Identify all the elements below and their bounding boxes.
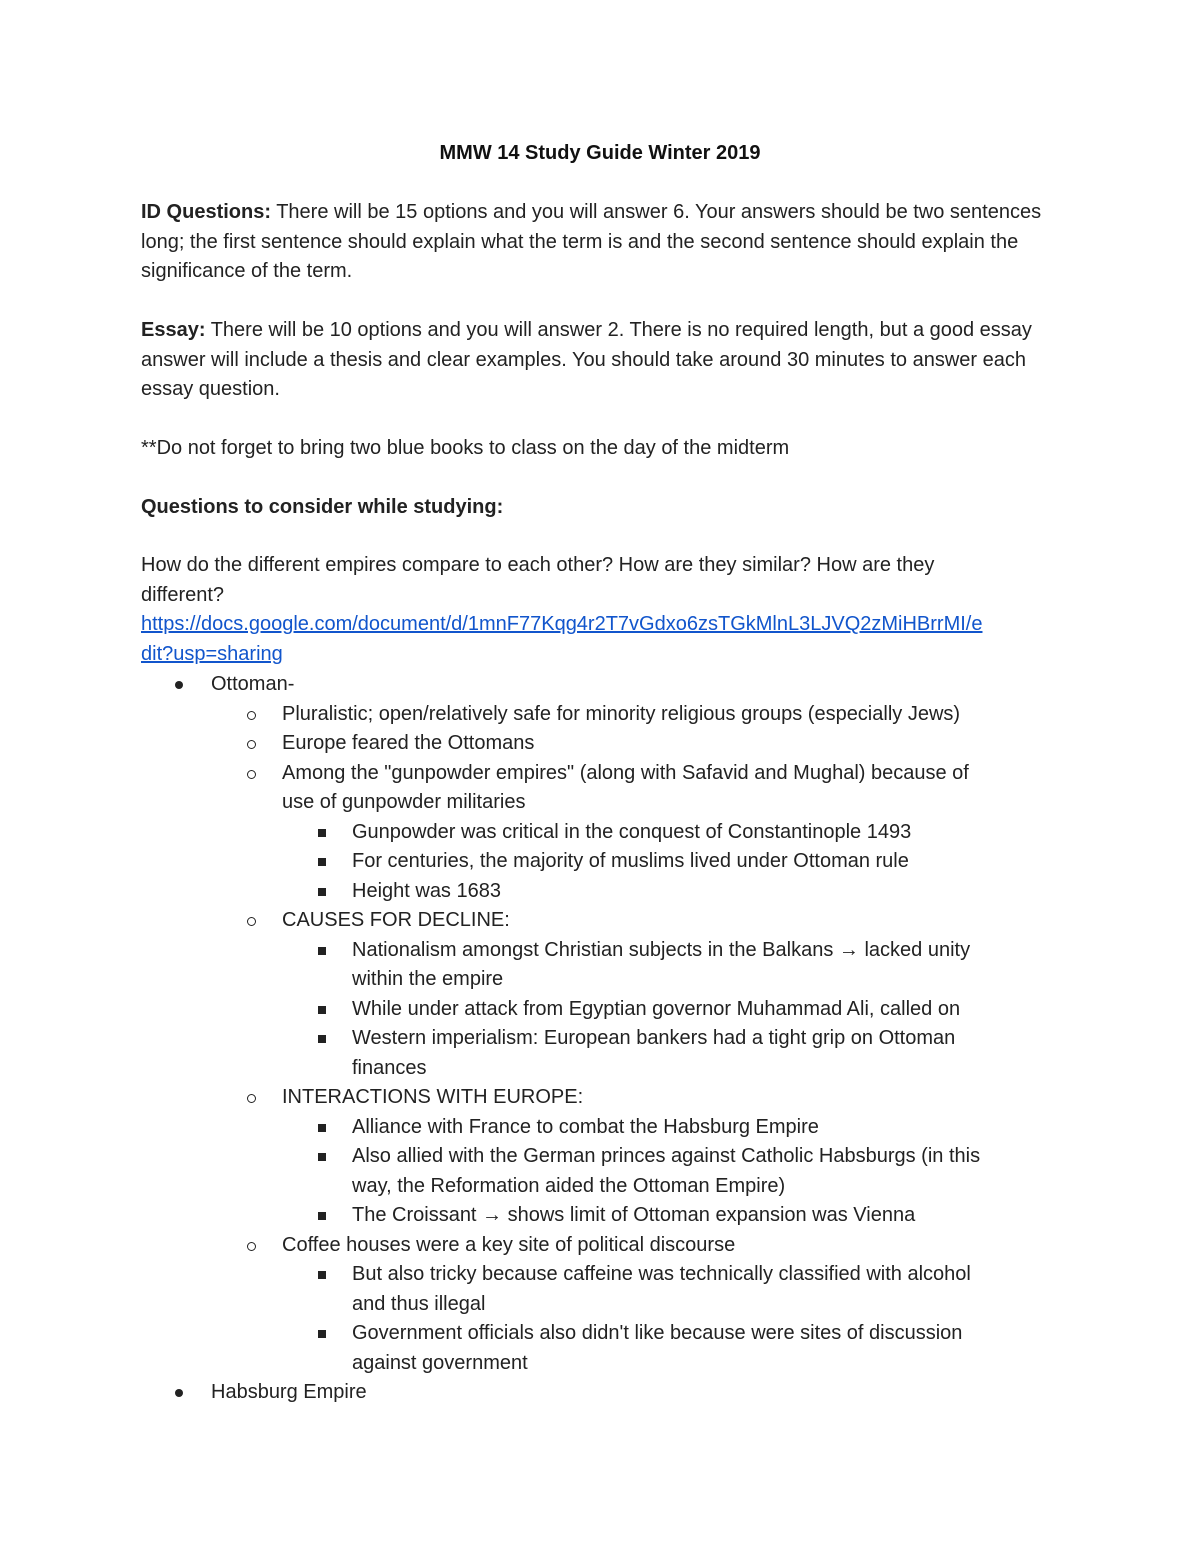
id-questions-paragraph: [141, 198, 1061, 287]
square-bullet-icon: [318, 858, 326, 866]
square-bullet-icon: [318, 829, 326, 837]
outline-item-text: against government: [352, 1351, 528, 1374]
outline-item-text: INTERACTIONS WITH EUROPE:: [282, 1086, 584, 1108]
outline-item-text: Government officials also didn't like because were sites of discussion: [352, 1322, 963, 1344]
outline-item-text: Gunpowder was critical in the conquest of Constantinople 1493: [352, 820, 912, 843]
shared-doc-link-line-1[interactable]: https://docs.google.com/document/d/1mnF77Kqg4r2T7vGdxo6zsTGkMlnL3LJVQ2zMiHBrrMI/e: [141, 613, 983, 635]
questions-intro: How do the different empires compare to each other? How are they similar? How are they different?: [141, 554, 935, 606]
essay-paragraph: [141, 316, 1061, 405]
square-bullet-icon: [318, 1153, 326, 1161]
outline-item-text: within the empire: [352, 968, 504, 990]
square-bullet-icon: [318, 1124, 326, 1132]
outline-item-text: The Croissant → shows limit of Ottoman expansion was Vienna: [352, 1204, 916, 1226]
outline-item-text: way, the Reformation aided the Ottoman Empire): [352, 1174, 786, 1197]
outline-item-text: Pluralistic; open/relatively safe for minority religious groups (especially Jews): [282, 702, 961, 725]
outline-item-text: Habsburg Empire: [211, 1381, 367, 1403]
outline-item-text: and thus illegal: [352, 1292, 486, 1315]
outline-item-text: Coffee houses were a key site of political discourse: [282, 1233, 736, 1256]
circle-bullet-icon: [247, 770, 256, 779]
shared-doc-link[interactable]: [141, 610, 1081, 669]
outline-item-text: While under attack from Egyptian governor Muhammad Ali, called on: [352, 997, 961, 1020]
outline-item-text: But also tricky because caffeine was technically classified with alcohol: [352, 1263, 971, 1285]
circle-bullet-icon: [247, 917, 256, 926]
outline-item-text: Nationalism amongst Christian subjects in the Balkans → lacked unity: [352, 938, 971, 961]
outline-item-text: Europe feared the Ottomans: [282, 732, 535, 754]
square-bullet-icon: [318, 1035, 326, 1043]
id-questions-text: There will be 15 options and you will answer 6. Your answers should be two sentences long; the first sentence should explain what the term is and the second sentence should explain the significance of the term.: [141, 201, 1042, 282]
outline-item-text: finances: [352, 1056, 427, 1079]
outline-item-text: Ottoman-: [211, 673, 295, 695]
disc-bullet-icon: [175, 681, 183, 689]
outline-item-text: For centuries, the majority of muslims lived under Ottoman rule: [352, 850, 909, 872]
outline-item-text: Height was 1683: [352, 879, 501, 902]
reminder-note: **Do not forget to bring two blue books to class on the day of the midterm: [141, 437, 790, 459]
square-bullet-icon: [318, 1271, 326, 1279]
outline-item-text: use of gunpowder militaries: [282, 791, 526, 813]
circle-bullet-icon: [247, 740, 256, 749]
square-bullet-icon: [318, 1212, 326, 1220]
document-title: MMW 14 Study Guide Winter 2019: [439, 142, 761, 164]
square-bullet-icon: [318, 888, 326, 896]
essay-label: Essay:: [141, 319, 206, 341]
outline-item-text: Western imperialism: European bankers had a tight grip on Ottoman: [352, 1027, 956, 1049]
id-questions-label: ID Questions:: [141, 201, 272, 223]
square-bullet-icon: [318, 947, 326, 955]
circle-bullet-icon: [247, 1242, 256, 1251]
outline-item-text: CAUSES FOR DECLINE:: [282, 909, 510, 931]
circle-bullet-icon: [247, 1094, 256, 1103]
square-bullet-icon: [318, 1006, 326, 1014]
square-bullet-icon: [318, 1330, 326, 1338]
shared-doc-link-line-2[interactable]: dit?usp=sharing: [141, 642, 283, 665]
essay-text: There will be 10 options and you will answer 2. There is no required length, but a good essay answer will include a thesis and clear examples. You should take around 30 minutes to answer each essay question.: [141, 319, 1032, 400]
outline-item-text: Alliance with France to combat the Habsburg Empire: [352, 1115, 819, 1138]
disc-bullet-icon: [175, 1389, 183, 1397]
circle-bullet-icon: [247, 711, 256, 720]
questions-heading: Questions to consider while studying:: [141, 496, 504, 518]
outline-item-text: Among the "gunpowder empires" (along with Safavid and Mughal) because of: [282, 761, 969, 784]
outline-item-text: Also allied with the German princes against Catholic Habsburgs (in this: [352, 1145, 981, 1167]
